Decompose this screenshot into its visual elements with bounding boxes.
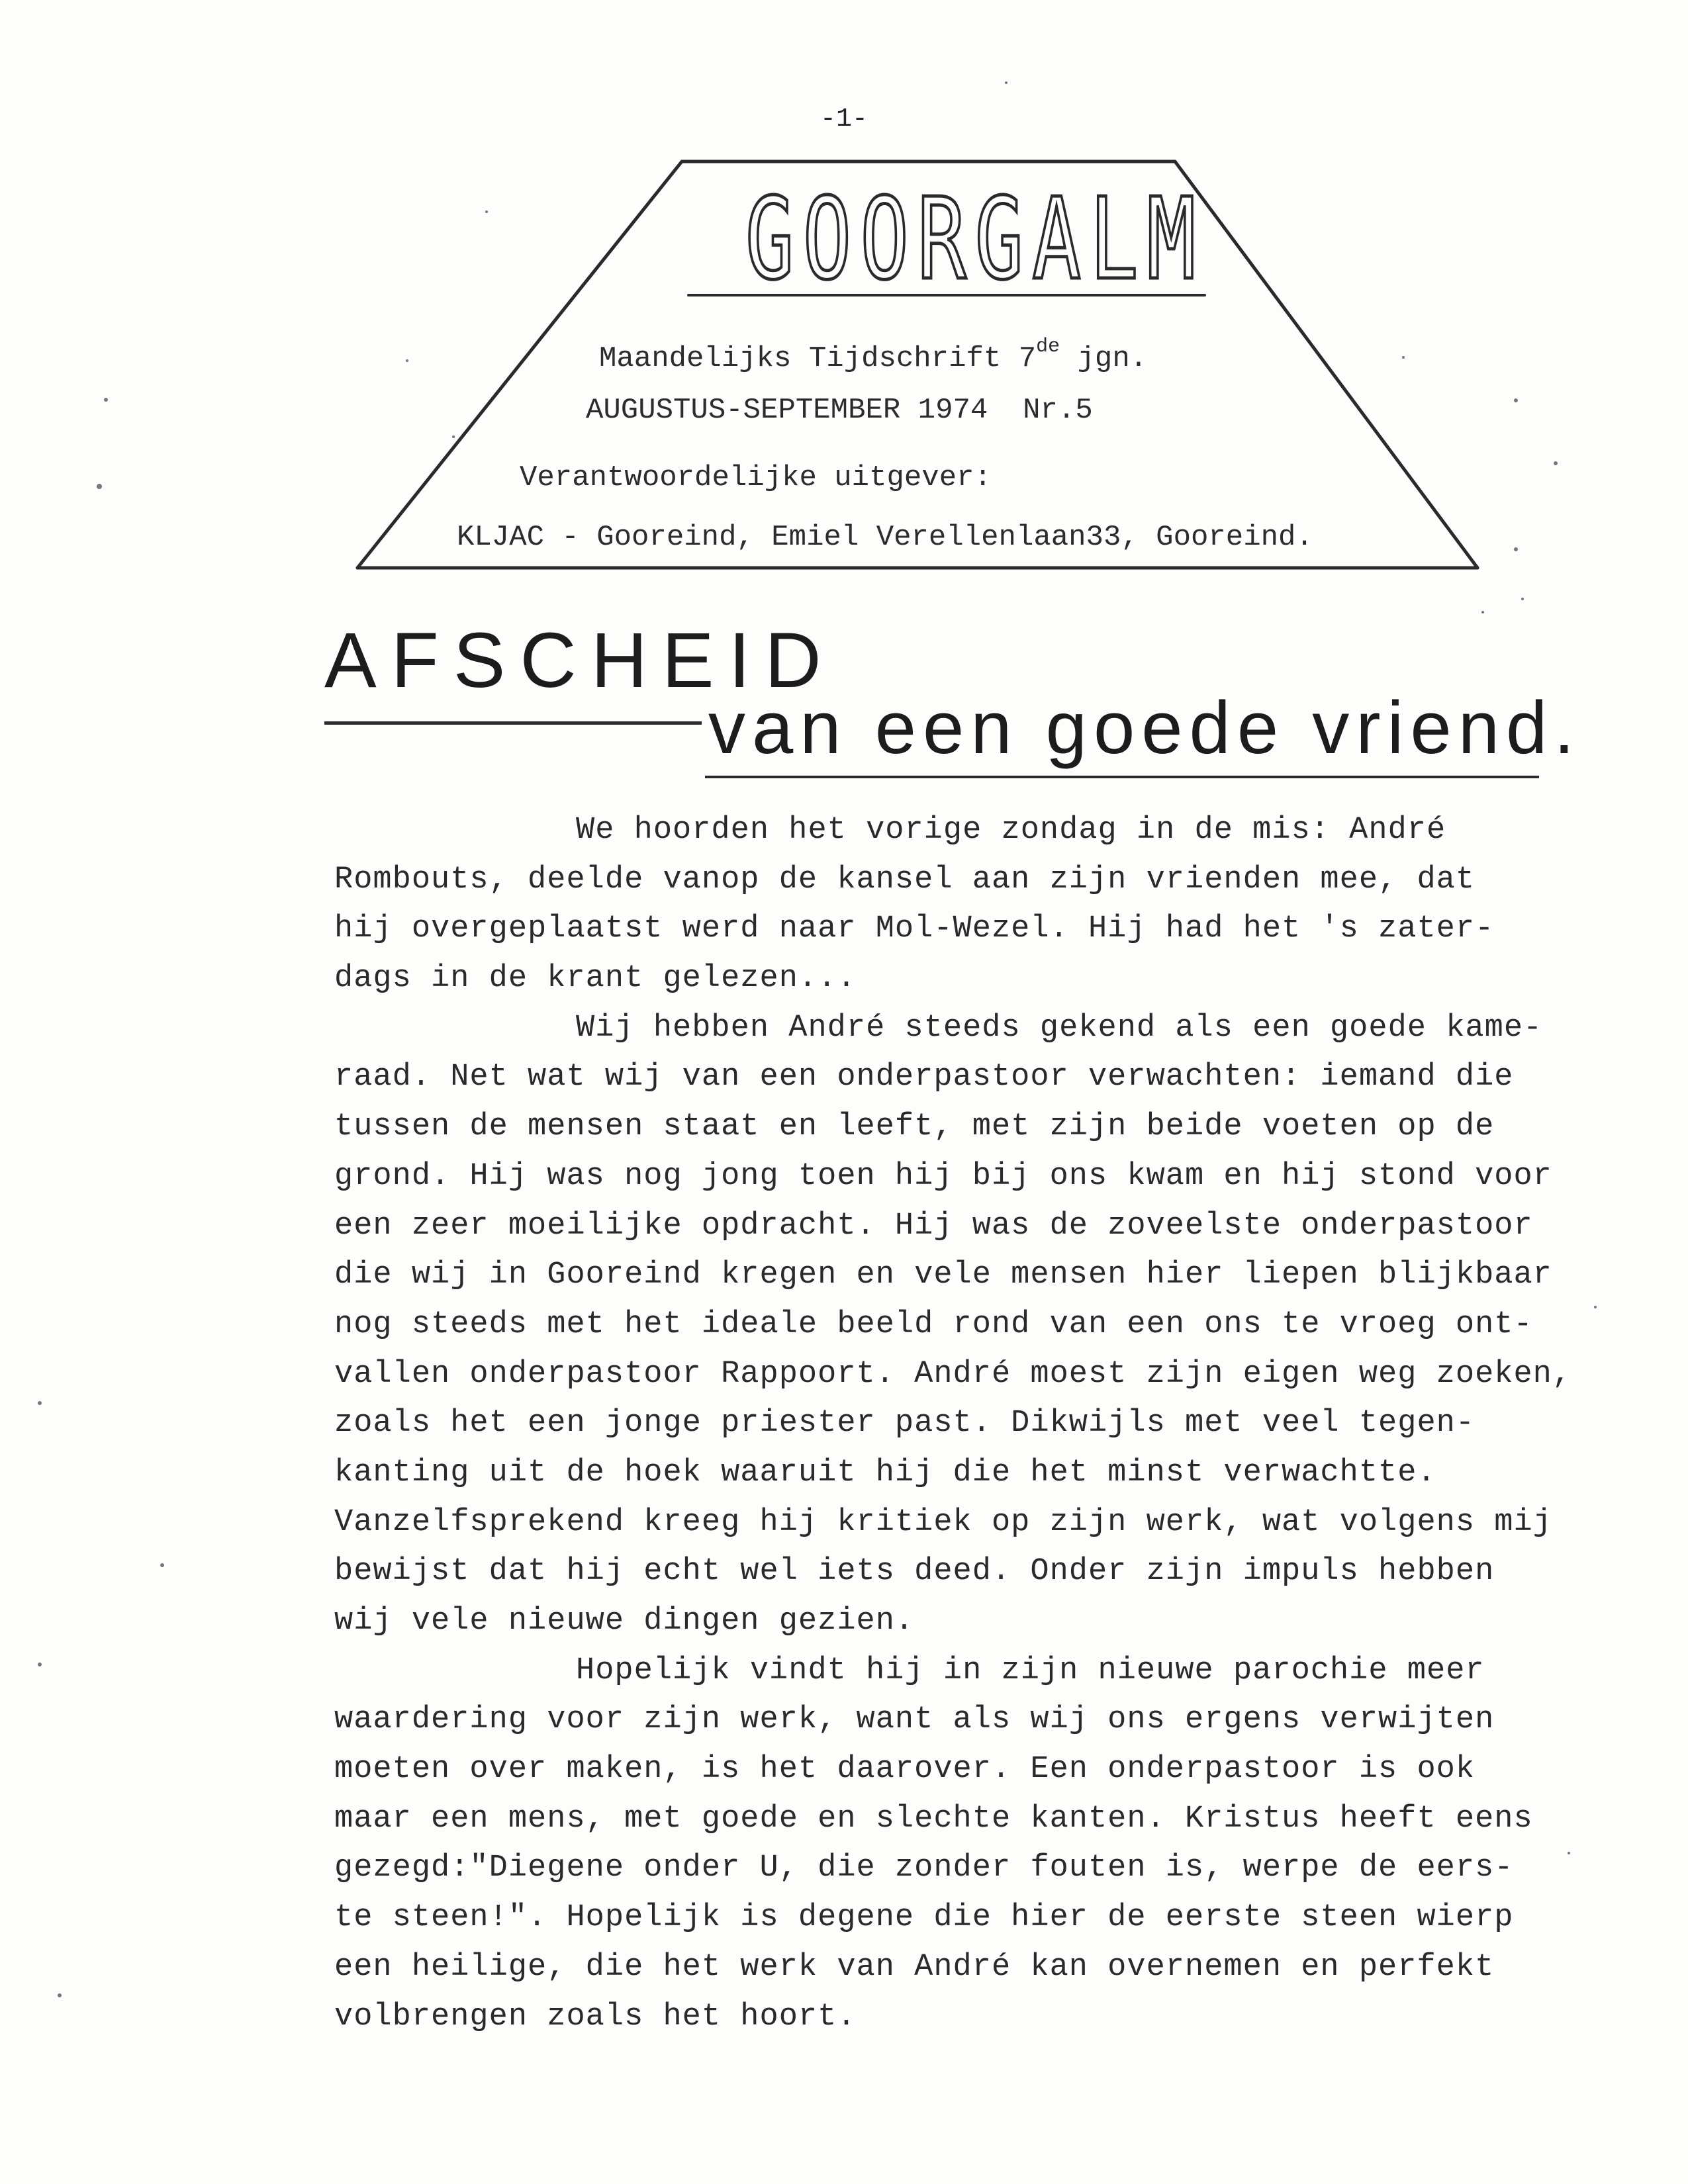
article-line: tussen de mensen staat en leeft, met zijn beide voeten op de (334, 1109, 1495, 1145)
headline-rule-bottom (705, 776, 1539, 778)
article-line: hij overgeplaatst werd naar Mol-Wezel. Hij had het 's zater- (334, 911, 1495, 947)
article-line: zoals het een jonge priester past. Dikwijls met veel tegen- (334, 1406, 1476, 1441)
article-line: maar een mens, met goede en slechte kanten. Kristus heeft eens (334, 1801, 1533, 1837)
publisher-address: KLJAC - Gooreind, Emiel Verellenlaan33, Gooreind. (457, 521, 1313, 554)
article-line: nog steeds met het ideale beeld rond van een ons te vroeg ont- (334, 1306, 1533, 1342)
newsletter-title: GOORGALM (745, 174, 1205, 305)
article-line: dags in de krant gelezen... (334, 961, 857, 997)
article-line: wij vele nieuwe dingen gezien. (334, 1604, 915, 1639)
subtitle-text: Maandelijks Tijdschrift 7 (599, 342, 1037, 375)
headline-rule-left (324, 721, 702, 725)
article-line: een zeer moeilijke opdracht. Hij was de zoveelste onderpastoor (334, 1208, 1533, 1244)
article-line: grond. Hij was nog jong toen hij bij ons kwam en hij stond voor (334, 1158, 1552, 1194)
article-line: Hopelijk vindt hij in zijn nieuwe parochie meer (576, 1653, 1485, 1688)
subtitle-suffix: jgn. (1060, 342, 1148, 375)
article-line: te steen!". Hopelijk is degene die hier de eerste steen wierp (334, 1900, 1514, 1936)
subtitle (599, 336, 1148, 381)
headline-subtitle: van een goede vriend. (708, 686, 1581, 769)
page-number: -1- (820, 105, 868, 134)
article-line: We hoorden het vorige zondag in de mis: André (576, 813, 1446, 848)
article-line: kanting uit de hoek waaruit hij die het minst verwachtte. (334, 1455, 1436, 1490)
article-body (334, 806, 1658, 2042)
article-line: bewijst dat hij echt wel iets deed. Onder zijn impuls hebben (334, 1554, 1495, 1590)
issue-date: AUGUSTUS-SEPTEMBER 1974 Nr.5 (586, 394, 1093, 427)
publisher-label: Verantwoordelijke uitgever: (520, 461, 992, 494)
article-line: Rombouts, deelde vanop de kansel aan zijn vrienden mee, dat (334, 862, 1476, 897)
article-line: vallen onderpastoor Rappoort. André moest zijn eigen weg zoeken, (334, 1356, 1572, 1392)
article-line: gezegd:"Diegene onder U, die zonder fouten is, werpe de eers- (334, 1850, 1514, 1886)
subtitle-superscript: de (1036, 336, 1060, 358)
article-line: raad. Net wat wij van een onderpastoor verwachten: iemand die (334, 1060, 1514, 1095)
article-line: die wij in Gooreind kregen en vele mensen hier liepen blijkbaar (334, 1257, 1552, 1293)
article-line: volbrengen zoals het hoort. (334, 1999, 857, 2034)
frame-right-edge (1175, 161, 1477, 568)
article-line: een heilige, die het werk van André kan overnemen en perfekt (334, 1949, 1495, 1985)
headline-afscheid: AFSCHEID (324, 617, 836, 704)
article-line: Wij hebben André steeds gekend als een goede kame- (576, 1010, 1543, 1046)
article-line: Vanzelfsprekend kreeg hij kritiek op zijn werk, wat volgens mij (334, 1504, 1552, 1540)
article-line: moeten over maken, is het daarover. Een onderpastoor is ook (334, 1752, 1476, 1788)
article-line: waardering voor zijn werk, want als wij ons ergens verwijten (334, 1702, 1495, 1738)
